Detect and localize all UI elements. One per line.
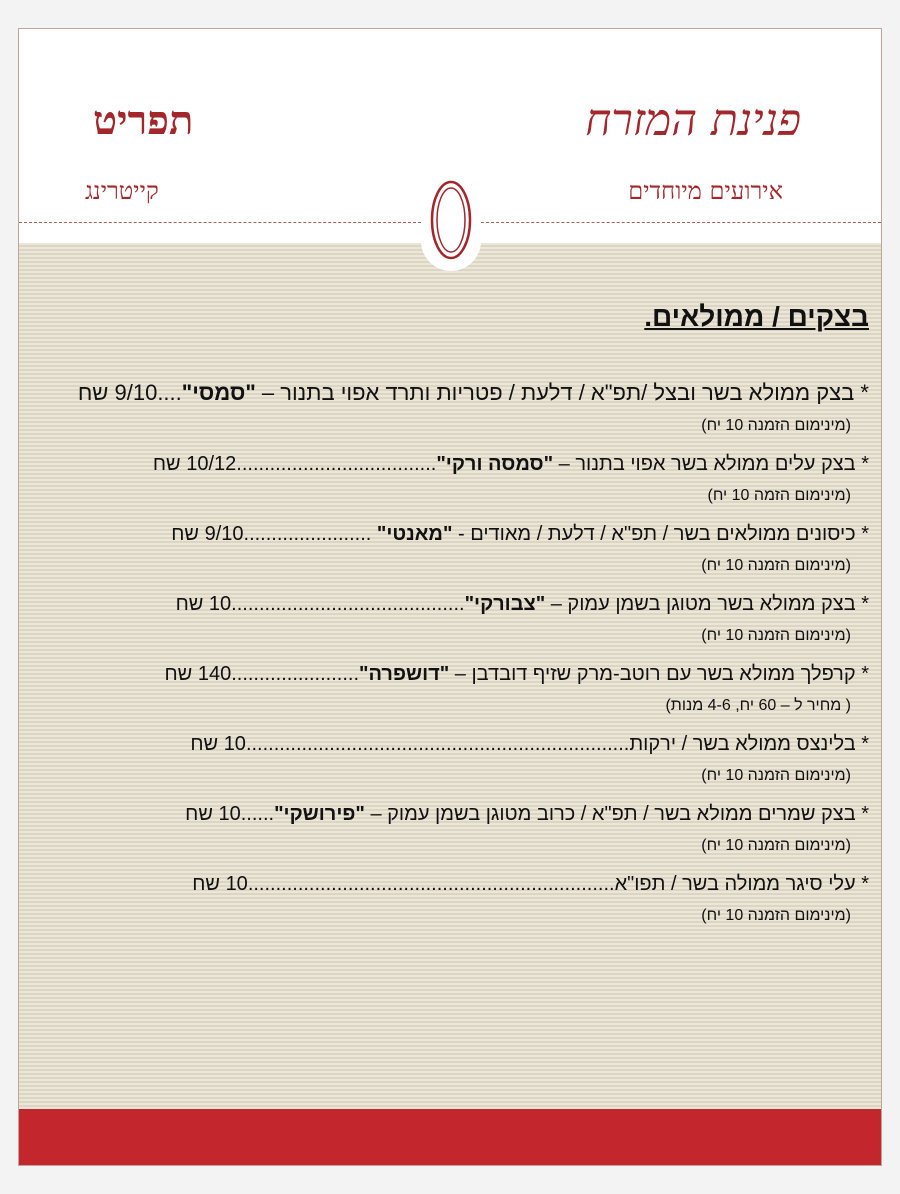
menu-item-line	[29, 519, 869, 549]
menu-title: תפריט	[93, 97, 194, 144]
menu-content	[29, 297, 869, 939]
item-note: (מינימום הזמנה 10 יח)	[701, 767, 851, 784]
item-price: ....9/10 שח	[77, 380, 182, 405]
brand-subtitle: אירועים מיוחדים	[628, 177, 783, 205]
item-note: (מינימום הזמנה 10 יח)	[701, 557, 851, 574]
menu-item	[29, 799, 869, 859]
item-desc: * בצק ממולא בשר ובצל /תפ"א / דלעת / פטריות ותרד אפוי בתנור –	[255, 380, 869, 405]
item-name: "צבורקי"	[464, 593, 546, 615]
menu-item	[29, 869, 869, 929]
menu-item-line	[29, 869, 869, 899]
menu-item-line	[29, 589, 869, 619]
menu-item	[29, 519, 869, 579]
menu-item-line	[29, 377, 869, 409]
item-note: (מינימום הזמנה 10 יח)	[701, 837, 851, 854]
menu-item-line	[29, 659, 869, 689]
item-name: "דושפרה"	[359, 663, 450, 685]
menu-item	[29, 449, 869, 509]
item-desc: * בצק שמרים ממולא בשר / תפ"א / כרוב מטוגן בשמן עמוק –	[364, 803, 869, 825]
item-price: ....................................10/12 שח	[152, 453, 437, 475]
item-name: "מאנטי"	[376, 523, 453, 545]
item-price: ..................................................................10 שח	[192, 873, 615, 895]
item-price: .......................140 שח	[164, 663, 360, 685]
menu-item	[29, 729, 869, 789]
item-note: (מינימום הזמנה 10 יח)	[701, 417, 851, 434]
menu-subtitle: קייטרינג	[85, 177, 159, 205]
item-desc: * בצק עלים ממולא בשר אפוי בתנור –	[553, 453, 869, 475]
menu-item-line	[29, 449, 869, 479]
menu-item-line	[29, 729, 869, 759]
item-price: .......................9/10 שח	[171, 523, 377, 545]
item-name: "פירושקי"	[274, 803, 365, 825]
item-price: .....................................................................10 שח	[190, 733, 630, 755]
header-divider-right	[481, 222, 881, 223]
item-desc: * עלי סיגר ממולה בשר / תפו"א	[614, 873, 869, 895]
header-divider-left	[19, 222, 421, 223]
item-note: (מינימום הזמה 10 יח)	[707, 487, 851, 504]
menu-page	[18, 28, 882, 1166]
brand-title: פנינת המזרח	[585, 95, 801, 146]
menu-item	[29, 589, 869, 649]
item-price: ......10 שח	[185, 803, 275, 825]
menu-item-line	[29, 799, 869, 829]
item-desc: * קרפלך ממולא בשר עם רוטב-מרק שזיף דובדבן –	[449, 663, 869, 685]
footer-band	[19, 1109, 881, 1165]
item-note: (מינימום הזמנה 10 יח)	[701, 627, 851, 644]
item-desc: * בלינצס ממולא בשר / ירקות	[629, 733, 869, 755]
section-heading: בצקים / ממולאים.	[644, 301, 869, 332]
menu-item	[29, 659, 869, 719]
item-desc: * בצק ממולא בשר מטוגן בשמן עמוק –	[545, 593, 869, 615]
item-desc: * כיסונים ממולאים בשר / תפ"א / דלעת / מאודים -	[452, 523, 869, 545]
item-name: "סמסה ורקי"	[436, 453, 554, 475]
oval-ornament-icon	[421, 169, 481, 271]
menu-item	[29, 377, 869, 439]
item-note: ( מחיר ל – 60 יח, 4-6 מנות)	[665, 697, 851, 714]
item-note: (מינימום הזמנה 10 יח)	[701, 907, 851, 924]
item-name: "סמסי"	[181, 380, 256, 405]
item-price: ..........................................10 שח	[175, 593, 465, 615]
